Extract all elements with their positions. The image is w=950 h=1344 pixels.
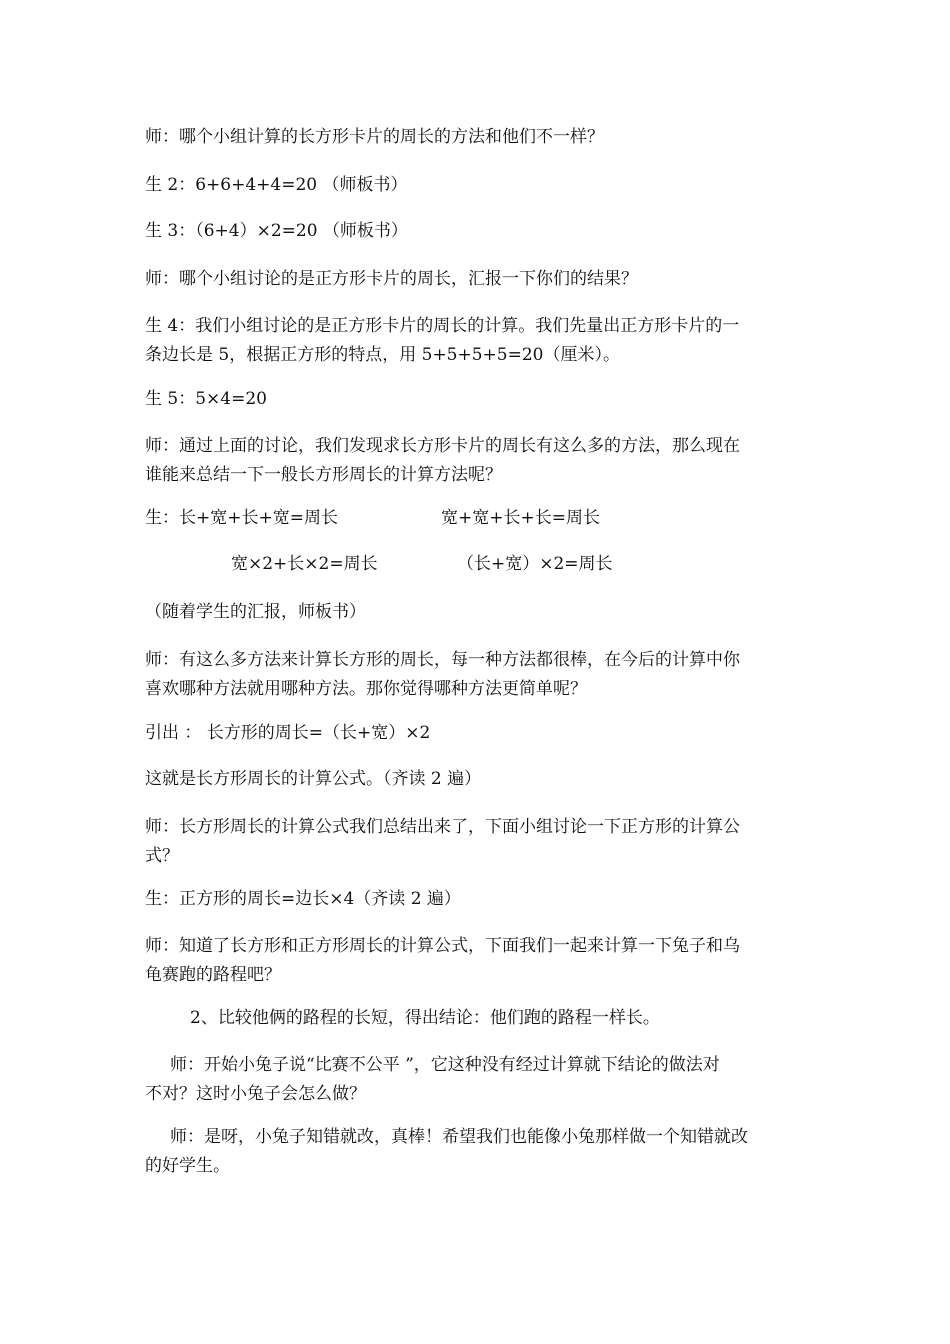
teacher-rabbit-question-line-2: 不对？这时小兔子会怎么做？ bbox=[145, 1084, 366, 1104]
formula-2: 宽+宽+长+长=周长 bbox=[441, 508, 600, 528]
board-note: （随着学生的汇报，师板书） bbox=[145, 602, 366, 622]
teacher-square-formula-line-2: 式？ bbox=[145, 846, 179, 866]
teacher-race-question-line-2: 龟赛跑的路程吧？ bbox=[145, 965, 281, 985]
rectangle-perimeter-formula: 引出 ： 长方形的周长=（长+宽）×2 bbox=[145, 723, 431, 743]
student-5-answer: 生 5：5×4=20 bbox=[145, 389, 267, 409]
student-3-answer: 生 3：（6+4）×2=20 （师板书） bbox=[145, 221, 408, 241]
formula-1: 生：长+宽+长+宽=周长 bbox=[145, 508, 338, 528]
teacher-conclusion-line-2: 的好学生。 bbox=[145, 1156, 230, 1176]
formula-statement: 这就是长方形周长的计算公式。（齐读 2 遍） bbox=[145, 769, 482, 789]
step-2-heading: 2、比较他俩的路程的长短，得出结论：他们跑的路程一样长。 bbox=[190, 1008, 660, 1028]
teacher-summary-question-line-2: 谁能来总结一下一般长方形周长的计算方法呢？ bbox=[145, 465, 502, 485]
teacher-square-formula-line-1: 师：长方形周长的计算公式我们总结出来了，下面小组讨论一下正方形的计算公 bbox=[145, 817, 740, 837]
square-perimeter-formula: 生：正方形的周长=边长×4（齐读 2 遍） bbox=[145, 889, 461, 909]
teacher-methods-line-2: 喜欢哪种方法就用哪种方法。那你觉得哪种方法更简单呢？ bbox=[145, 679, 587, 699]
teacher-methods-line-1: 师：有这么多方法来计算长方形的周长，每一种方法都很棒，在今后的计算中你 bbox=[145, 650, 740, 670]
teacher-question-square: 师：哪个小组讨论的是正方形卡片的周长，汇报一下你们的结果？ bbox=[145, 269, 638, 289]
teacher-rabbit-question-line-1: 师：开始小兔子说“比赛不公平 ”，它这种没有经过计算就下结论的做法对 bbox=[170, 1055, 720, 1075]
student-4-answer-line-2: 条边长是 5，根据正方形的特点，用 5+5+5+5=20（厘米）。 bbox=[145, 345, 620, 365]
teacher-conclusion-line-1: 师：是呀，小兔子知错就改，真棒！希望我们也能像小兔那样做一个知错就改 bbox=[170, 1127, 748, 1147]
teacher-race-question-line-1: 师：知道了长方形和正方形周长的计算公式，下面我们一起来计算一下兔子和乌 bbox=[145, 936, 740, 956]
teacher-summary-question-line-1: 师：通过上面的讨论，我们发现求长方形卡片的周长有这么多的方法，那么现在 bbox=[145, 436, 740, 456]
student-4-answer-line-1: 生 4：我们小组讨论的是正方形卡片的周长的计算。我们先量出正方形卡片的一 bbox=[145, 316, 740, 336]
formula-4: （长+宽）×2=周长 bbox=[457, 554, 613, 574]
student-2-answer: 生 2：6+6+4+4=20 （师板书） bbox=[145, 175, 408, 195]
formula-3: 宽×2+长×2=周长 bbox=[231, 554, 378, 574]
teacher-question-rectangle-method: 师：哪个小组计算的长方形卡片的周长的方法和他们不一样？ bbox=[145, 127, 604, 147]
